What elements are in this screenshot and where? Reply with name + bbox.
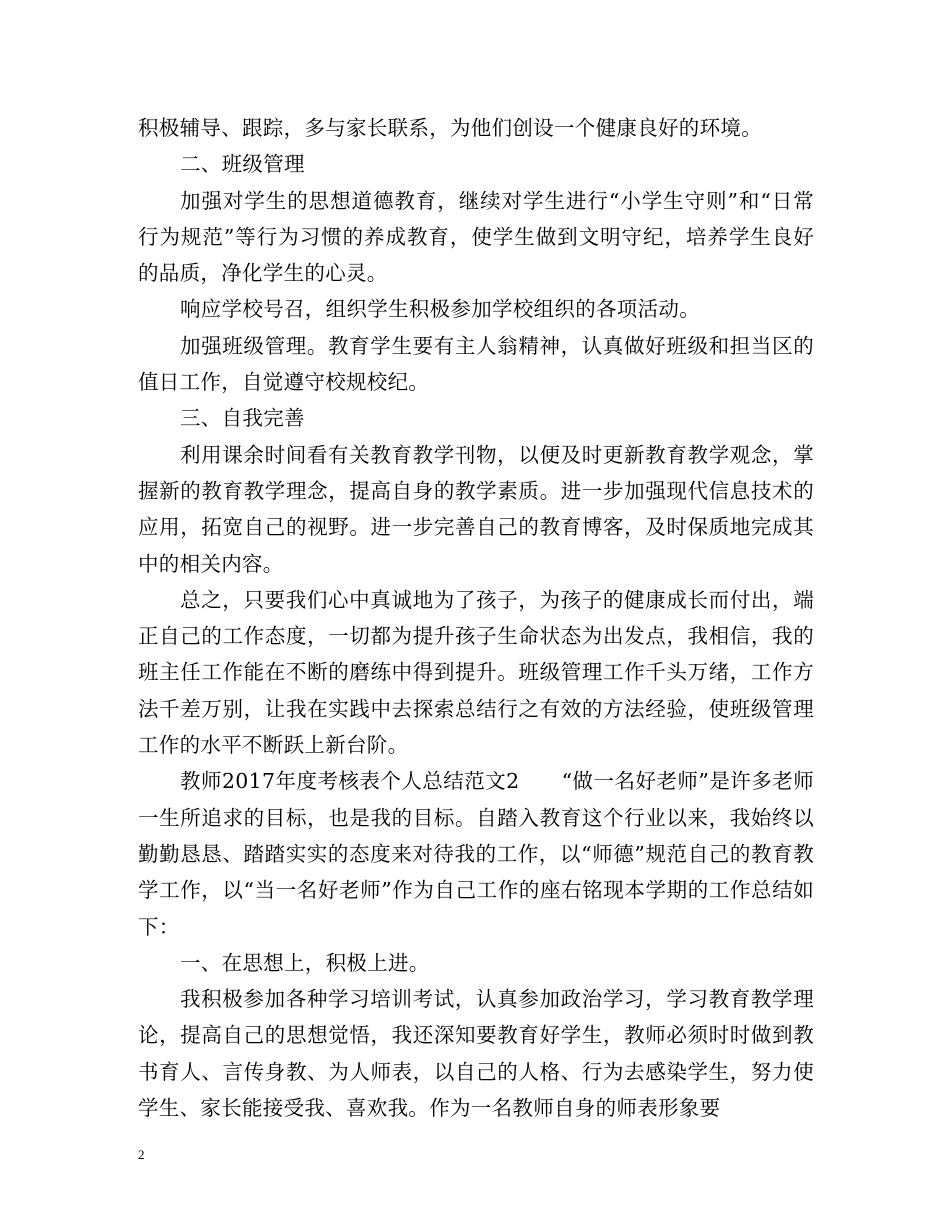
document-body [138,110,814,1126]
paragraph-7: 利用课余时间看有关教育教学刊物，以便及时更新教育教学观念，掌握新的教育教学理念，提高自身的教学素质。进一步加强现代信息技术的应用，拓宽自己的视野。进一步完善自己的教育博客，及时保质地完成其中的相关内容。 [138,442,814,576]
page-number: 2 [138,1147,145,1162]
paragraph-3: 加强对学生的思想道德教育，继续对学生进行“小学生守则”和“日常行为规范”等行为习惯的养成教育，使学生做到文明守纪，培养学生良好的品质，净化学生的心灵。 [138,188,814,286]
section-heading-thought: 一、在思想上，积极上进。 [180,950,430,975]
paragraph-8: 总之，只要我们心中真诚地为了孩子，为孩子的健康成长而付出，端正自己的工作态度，一切都为提升孩子生命状态为出发点，我相信，我的班主任工作能在不断的磨练中得到提升。班级管理工作千头万绪，工作方法千差万别，让我在实践中去探索总结行之有效的方法经验，使班级管理工作的水平不断跃上新台阶。 [138,587,814,758]
paragraph-4: 响应学校号召，组织学生积极参加学校组织的各项活动。 [180,297,700,322]
section-heading-class-management: 二、班级管理 [180,152,305,177]
section-heading-self-improvement: 三、自我完善 [180,406,305,431]
paragraph-11: 我积极参加各种学习培训考试，认真参加政治学习，学习教育教学理论，提高自己的思想觉悟，我还深知要教育好学生，教师必须时时做到教书育人、言传身教、为人师表，以自己的人格、行为去感染学生，努力使学生、家长能接受我、喜欢我。作为一名教师自身的师表形象要 [138,987,814,1121]
paragraph-1: 积极辅导、跟踪，多与家长联系，为他们创设一个健康良好的环境。 [138,116,762,140]
paragraph-9: 教师2017年度考核表个人总结范文2 “做一名好老师”是许多老师一生所追求的目标，也是我的目标。自踏入教育这个行业以来，我始终以勤勤恳恳、踏踏实实的态度来对待我的工作，以“师德”规范自己的教育教学工作，以“当一名好老师”作为自己工作的座右铭现本学期的工作总结如下： [138,769,814,939]
paragraph-5: 加强班级管理。教育学生要有主人翁精神，认真做好班级和担当区的值日工作，自觉遵守校规校纪。 [138,333,814,395]
